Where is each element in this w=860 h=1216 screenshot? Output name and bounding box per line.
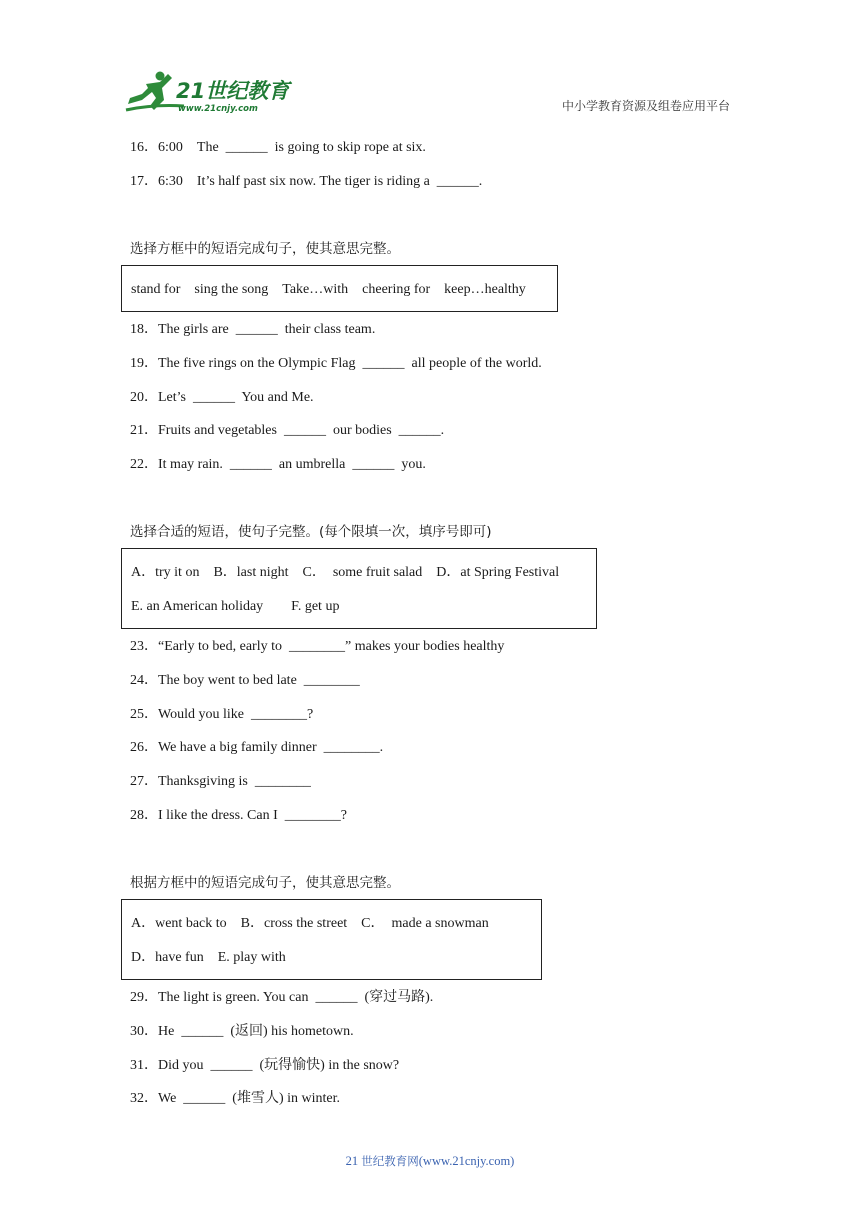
footer-site-name: 世纪教育网 [361, 1154, 419, 1168]
question-24: 24．The boy went to bed late ________ [130, 673, 360, 688]
site-logo [124, 70, 294, 116]
section1-heading: 选择方框中的短语完成句子，使其意思完整。 [130, 241, 400, 257]
logo-url: www.21cnjy.com [178, 104, 258, 114]
question-29: 29．The light is green. You can ______ (穿过马路). [130, 990, 434, 1005]
section3-option-box [121, 899, 542, 980]
section3-heading: 根据方框中的短语完成句子，使其意思完整。 [130, 875, 400, 891]
question-22: 22．It may rain. ______ an umbrella ______ you. [130, 457, 426, 472]
section2-option-box [121, 548, 597, 629]
question-26: 26．We have a big family dinner ________. [130, 740, 384, 755]
question-16: 16．6:00 The ______ is going to skip rope at six. [130, 140, 426, 155]
question-32: 32．We ______ (堆雪人) in winter. [130, 1091, 341, 1106]
question-27: 27．Thanksgiving is ________ [130, 774, 311, 789]
question-28: 28．I like the dress. Can I ________? [130, 808, 347, 823]
question-18: 18．The girls are ______ their class team. [130, 322, 376, 337]
footer-num: 21 [345, 1154, 359, 1168]
logo-text: 21世纪教育 [176, 79, 290, 103]
question-19: 19．The five rings on the Olympic Flag ______ all people of the world. [130, 356, 542, 371]
section2-heading: 选择合适的短语，使句子完整。(每个限填一次，填序号即可) [130, 524, 492, 540]
header-platform-name: 中小学教育资源及组卷应用平台 [561, 99, 730, 113]
section2-options-line1: A．try it on B．last night C． some fruit salad D．at Spring Festival [131, 565, 560, 580]
section2-options-line2: E. an American holiday F. get up [131, 599, 340, 614]
question-23: 23．“Early to bed, early to ________” makes your bodies healthy [130, 639, 505, 654]
section1-phrases: stand for sing the song Take…with cheering for keep…healthy [131, 282, 526, 297]
question-21: 21．Fruits and vegetables ______ our bodies ______. [130, 423, 445, 438]
question-25: 25．Would you like ________? [130, 707, 314, 722]
page-footer [0, 1153, 860, 1169]
footer-url[interactable]: (www.21cnjy.com) [418, 1154, 515, 1168]
question-31: 31．Did you ______ (玩得愉快) in the snow? [130, 1058, 400, 1073]
question-17: 17．6:30 It’s half past six now. The tiger is riding a ______. [130, 174, 483, 189]
section3-options-line2: D．have fun E. play with [131, 950, 286, 965]
question-20: 20．Let’s ______ You and Me. [130, 390, 314, 405]
section1-phrase-box [121, 265, 558, 312]
section3-options-line1: A．went back to B．cross the street C． made a snowman [131, 916, 489, 931]
question-30: 30．He ______ (返回) his hometown. [130, 1024, 354, 1039]
